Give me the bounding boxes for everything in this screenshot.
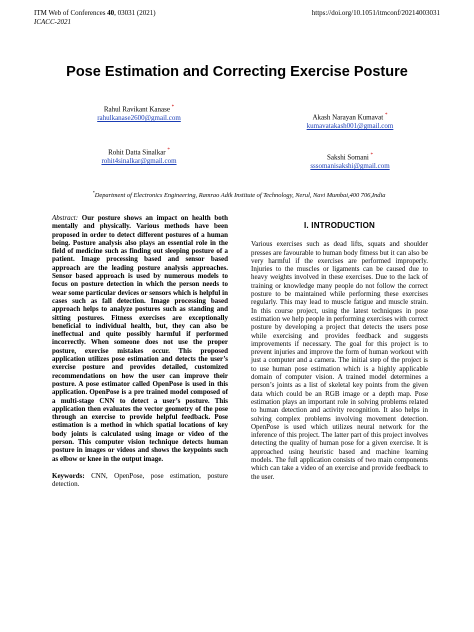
doi-link[interactable]: https://doi.org/10.1051/itmconf/20214003031: [311, 9, 440, 17]
journal-volume: 40: [107, 9, 115, 17]
author-email[interactable]: kumavatakash001@gmail.com: [306, 122, 394, 131]
abstract-column: [52, 214, 228, 489]
abstract-label: Abstract:: [52, 214, 79, 222]
introduction-text: Various exercises such as dead lifts, squats and shoulder presses are favourable to human body fitness but it can also be very harmful if the exercises are performed improperly. Injuries to the muscles or ligaments can be caused due to heavy weights involved in these exercises. Due to the lack of training or knowledge many people do not follow the correct posture to be maintained while performing these exercises regularly. This may lead to muscle fatigue and muscle strain. In this course project, using the latest techniques in pose estimation we help people in performing exercises with correct posture by developing a project that detects the users pose while exercising and provides feedback and suggests improvements if necessary. The goal for this project is to prevent injuries and improve the form of human workout with just a computer and a camera. The initial step of the project is to use human pose estimation which is a highly applicable domain of computer vision. A trained model determines a person’s joints as a list of skeletal key points from the given data which could be an RGB image or a depth map. Pose estimation plays an important role in solving problems related to human detection and activity recognition. It also helps in solving complex problems involving movement detection. OpenPose is used which utilizes neural network for the inference of this project. The latter part of this project involves detecting the quality of human pose for a given exercise. It is approached using heuristic based and machine learning models. The full application consists of two main components which can take a video of an exercise and provide feedback to the user.: [251, 240, 428, 481]
keywords-label: Keywords:: [52, 471, 85, 480]
author-block: [280, 111, 420, 131]
section-heading: I. INTRODUCTION: [304, 221, 375, 230]
author-name: Rohit Datta Sinalkar: [108, 148, 166, 157]
author-mark: *: [385, 113, 388, 118]
author-name: Akash Narayan Kumavat: [312, 113, 384, 122]
running-header-left: [34, 9, 156, 27]
author-mark: *: [167, 148, 170, 153]
author-email[interactable]: sssomanisakshi@gmail.com: [310, 162, 390, 171]
abstract-text: Our posture shows an impact on health both mentally and physically. Various methods have been proposed in order to detect different postures of a human being. Posture analysis also plays an essential role in the field of medicine such as finding out sleeping posture of a patient. Image processing based and sensor based approach are the leading posture analysis approaches. Sensor based approach is used by numerous models to focus on posture detection in which the person needs to wear some particular devices or sensors which is helpful in cases such as fall detection. Image processing based approach helps to analyze postures such as standing and sitting postures. Fitness exercises are exceptionally beneficial to individual health, but, they can also be ineffectual and quite possibly harmful if performed incorrectly. When someone does not use the proper posture, exercise mistakes occur. This proposed application utilizes pose estimation and detects the user’s exercise posture and provides detailed, customized recommendations on how the user can improve their posture. A pose estimator called OpenPose is used in this application. OpenPose is a pre trained model composed of a multi-stage CNN to detect a user’s posture. This application then evaluates the vector geometry of the pose through an exercise to provide helpful feedback. Pose estimation is a method in which spatial locations of key body joints is calculated using image or video of the person. This computer vision technique detects human posture in images or videos and shows the keypoints such as elbow or knee in the output image.: [52, 214, 228, 463]
author-email[interactable]: rahulkanase2600@gmail.com: [97, 114, 181, 123]
author-mark: *: [171, 105, 175, 110]
author-name: Rahul Ravikant Kanase: [103, 105, 170, 114]
affiliation-mark: *: [92, 190, 95, 195]
introduction-column: [251, 222, 428, 481]
affiliation: [34, 189, 444, 200]
author-name: Sakshi Somani: [326, 153, 369, 162]
conference-name: ICACC-2021: [34, 18, 71, 26]
affiliation-text: Department of Electronics Engineering, Ramrao Adik Institute of Technology, Nerul, Navi Mumbai,400 706,India: [94, 192, 386, 200]
author-email[interactable]: rohit4sinalkar@gmail.com: [101, 157, 177, 166]
keywords-text: CNN, OpenPose, pose estimation, posture detection.: [52, 471, 229, 489]
author-block: [280, 151, 420, 171]
author-mark: *: [370, 153, 374, 158]
keywords: [52, 472, 228, 489]
article-number: , 03031 (2021): [114, 9, 156, 17]
author-block: [74, 146, 204, 166]
paper-title: Pose Estimation and Correcting Exercise Posture: [66, 64, 408, 80]
journal-name: ITM Web of Conferences: [34, 9, 106, 17]
author-block: [74, 103, 204, 123]
